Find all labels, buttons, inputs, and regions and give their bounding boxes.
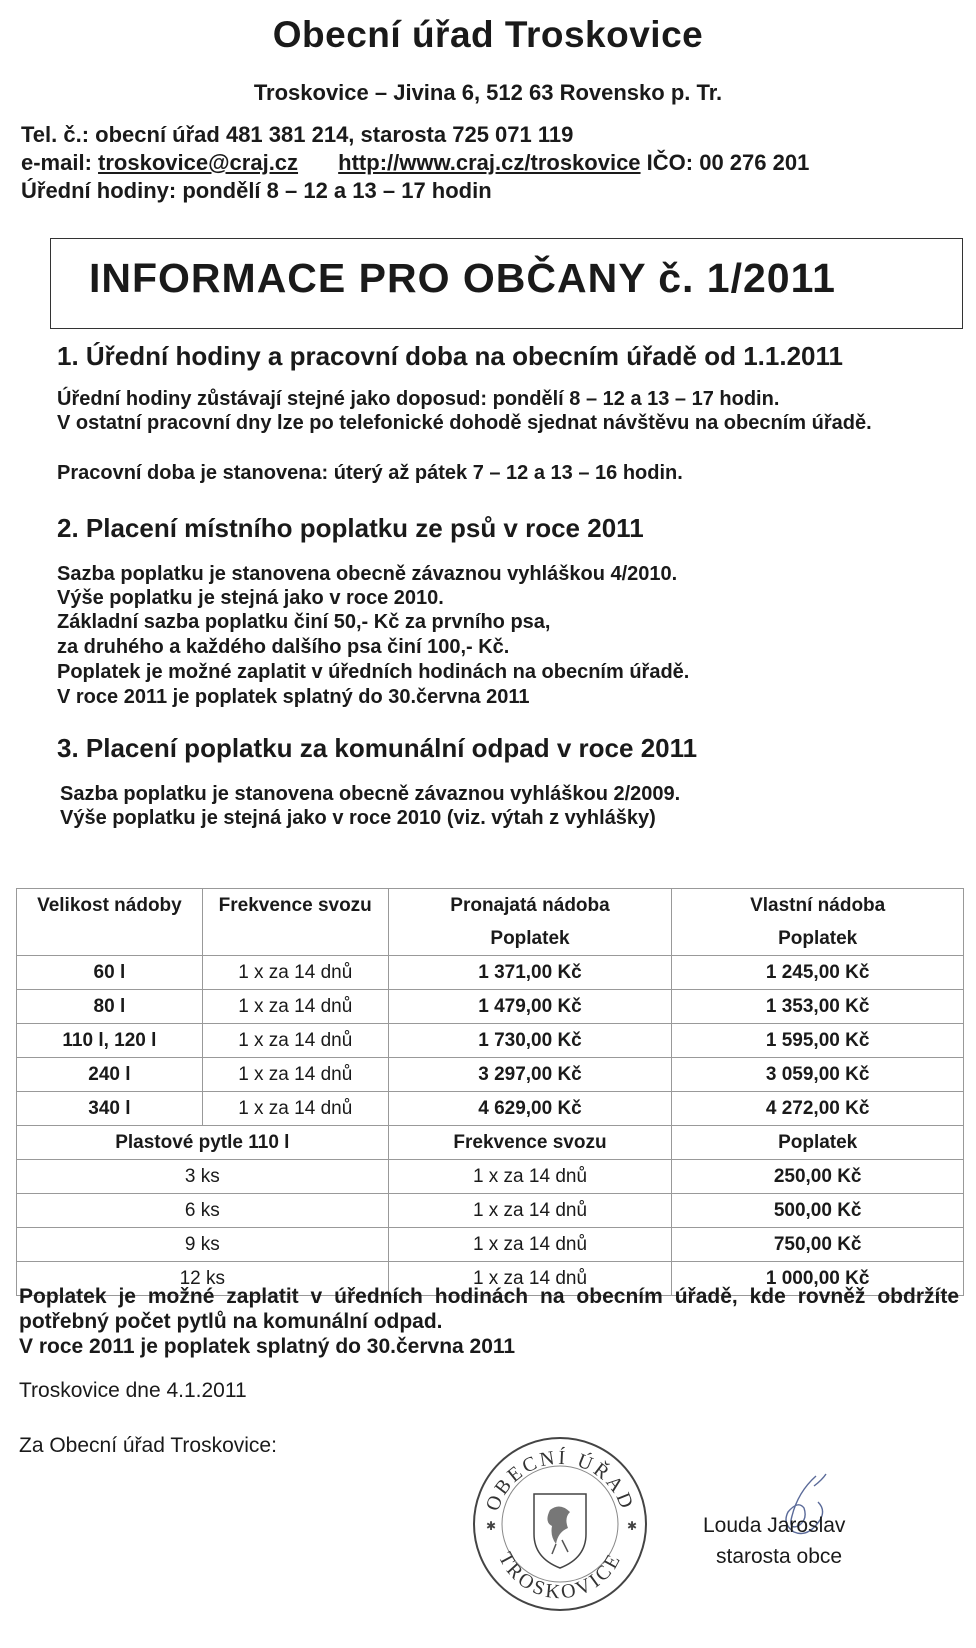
header-container-size: Velikost nádoby xyxy=(17,889,203,956)
header-bags: Plastové pytle 110 l xyxy=(17,1126,389,1160)
table-row xyxy=(17,990,964,1024)
section1-line: Úřední hodiny zůstávají stejné jako doposud: pondělí 8 – 12 a 13 – 17 hodin. xyxy=(57,388,780,410)
container-size: 340 l xyxy=(17,1092,203,1126)
own-fee: 1 595,00 Kč xyxy=(672,1024,964,1058)
bags-header-row xyxy=(17,1126,964,1160)
container-size: 60 l xyxy=(17,956,203,990)
section3-heading: 3. Placení poplatku za komunální odpad v roce 2011 xyxy=(57,733,698,763)
ico-number: IČO: 00 276 201 xyxy=(646,150,810,175)
section2-line: Výše poplatku je stejná jako v roce 2010. xyxy=(57,587,444,609)
container-size: 240 l xyxy=(17,1058,203,1092)
frequency: 1 x za 14 dnů xyxy=(388,1160,672,1194)
office-address: Troskovice – Jivina 6, 512 63 Rovensko p. Tr. xyxy=(253,80,723,105)
bag-count: 9 ks xyxy=(17,1228,389,1262)
for-office-label: Za Obecní úřad Troskovice: xyxy=(19,1434,277,1457)
container-size: 110 l, 120 l xyxy=(17,1024,203,1058)
frequency: 1 x za 14 dnů xyxy=(202,990,388,1024)
section2-line: Sazba poplatku je stanovena obecně závaznou vyhláškou 4/2010. xyxy=(57,563,678,585)
section3-line: Výše poplatku je stejná jako v roce 2010 (viz. výtah z vyhlášky) xyxy=(60,807,656,829)
svg-text:TROSKOVICE xyxy=(494,1549,626,1604)
office-hours-line: Úřední hodiny: pondělí 8 – 12 a 13 – 17 hodin xyxy=(21,178,492,203)
frequency: 1 x za 14 dnů xyxy=(202,1024,388,1058)
email-link[interactable]: troskovice@craj.cz xyxy=(98,150,299,175)
section1-heading: 1. Úřední hodiny a pracovní doba na obecním úřadě od 1.1.2011 xyxy=(57,341,843,371)
bag-count: 6 ks xyxy=(17,1194,389,1228)
header-rented-fee: Poplatek xyxy=(388,922,672,956)
section3-line: Sazba poplatku je stanovena obecně závaznou vyhláškou 2/2009. xyxy=(60,783,681,805)
signer-role: starosta obce xyxy=(716,1545,843,1568)
svg-text:OBECNÍ ÚŘAD xyxy=(482,1446,639,1514)
header-rented: Pronajatá nádoba xyxy=(388,889,672,923)
seal-bottom-text: TROSKOVICE xyxy=(493,1548,627,1604)
section2-line: V roce 2011 je poplatek splatný do 30.června 2011 xyxy=(57,686,530,708)
section2-line: za druhého a každého dalšího psa činí 100,- Kč. xyxy=(57,636,510,658)
svg-text:✱: ✱ xyxy=(627,1519,638,1533)
rented-fee: 1 479,00 Kč xyxy=(388,990,672,1024)
header-own: Vlastní nádoba xyxy=(672,889,964,923)
section2-line: Poplatek je možné zaplatit v úředních hodinách na obecním úřadě. xyxy=(57,661,690,683)
office-title: Obecní úřad Troskovice xyxy=(272,14,704,55)
header-own-fee: Poplatek xyxy=(672,922,964,956)
bag-count: 3 ks xyxy=(17,1160,389,1194)
header-bag-frequency: Frekvence svozu xyxy=(388,1126,672,1160)
header-frequency: Frekvence svozu xyxy=(202,889,388,956)
own-fee: 3 059,00 Kč xyxy=(672,1058,964,1092)
official-stamp xyxy=(472,1436,648,1617)
own-fee: 4 272,00 Kč xyxy=(672,1092,964,1126)
own-fee: 1 245,00 Kč xyxy=(672,956,964,990)
banner-title: INFORMACE PRO OBČANY č. 1/2011 xyxy=(89,255,836,301)
table-row xyxy=(17,1092,964,1126)
closing-due: V roce 2011 je poplatek splatný do 30.června 2011 xyxy=(19,1335,516,1358)
email-label: e-mail: xyxy=(21,150,92,175)
phone-line: Tel. č.: obecní úřad 481 381 214, starosta 725 071 119 xyxy=(21,122,574,147)
bag-fee: 750,00 Kč xyxy=(672,1228,964,1262)
svg-text:✱: ✱ xyxy=(486,1519,497,1533)
bag-fee: 1 000,00 Kč xyxy=(672,1262,964,1296)
header-bag-fee: Poplatek xyxy=(672,1126,964,1160)
table-row xyxy=(17,1228,964,1262)
frequency: 1 x za 14 dnů xyxy=(202,956,388,990)
website-link[interactable]: http://www.craj.cz/troskovice xyxy=(338,150,641,175)
container-size: 80 l xyxy=(17,990,203,1024)
coat-of-arms-icon xyxy=(534,1494,586,1568)
table-row xyxy=(17,1058,964,1092)
waste-fee-table xyxy=(16,888,964,1296)
table-row xyxy=(17,956,964,990)
frequency: 1 x za 14 dnů xyxy=(202,1092,388,1126)
section1-line: V ostatní pracovní dny lze po telefonické dohodě sjednat návštěvu na obecním úřadě. xyxy=(57,412,872,434)
bag-fee: 500,00 Kč xyxy=(672,1194,964,1228)
rented-fee: 4 629,00 Kč xyxy=(388,1092,672,1126)
frequency: 1 x za 14 dnů xyxy=(202,1058,388,1092)
section2-line: Základní sazba poplatku činí 50,- Kč za prvního psa, xyxy=(57,611,551,633)
own-fee: 1 353,00 Kč xyxy=(672,990,964,1024)
info-banner xyxy=(50,238,963,329)
table-header-row xyxy=(17,889,964,923)
seal-top-text: OBECNÍ ÚŘAD xyxy=(481,1446,639,1515)
rented-fee: 3 297,00 Kč xyxy=(388,1058,672,1092)
frequency: 1 x za 14 dnů xyxy=(388,1228,672,1262)
table-row xyxy=(17,1024,964,1058)
frequency: 1 x za 14 dnů xyxy=(388,1262,672,1296)
table-row xyxy=(17,1194,964,1228)
bag-count: 12 ks xyxy=(17,1262,389,1296)
rented-fee: 1 371,00 Kč xyxy=(388,956,672,990)
frequency: 1 x za 14 dnů xyxy=(388,1194,672,1228)
document-date: Troskovice dne 4.1.2011 xyxy=(19,1379,247,1402)
rented-fee: 1 730,00 Kč xyxy=(388,1024,672,1058)
closing-paragraph: Poplatek je možné zaplatit v úředních hodinách na obecním úřadě, kde rovněž obdržíte potřebný počet pytlů na komunální odpad. xyxy=(19,1285,959,1333)
bag-fee: 250,00 Kč xyxy=(672,1160,964,1194)
signer-name: Louda Jaroslav xyxy=(703,1514,846,1537)
section2-heading: 2. Placení místního poplatku ze psů v roce 2011 xyxy=(57,513,644,543)
table-row xyxy=(17,1160,964,1194)
email-web-line xyxy=(21,150,809,176)
section1-line: Pracovní doba je stanovena: úterý až pátek 7 – 12 a 13 – 16 hodin. xyxy=(57,462,683,484)
